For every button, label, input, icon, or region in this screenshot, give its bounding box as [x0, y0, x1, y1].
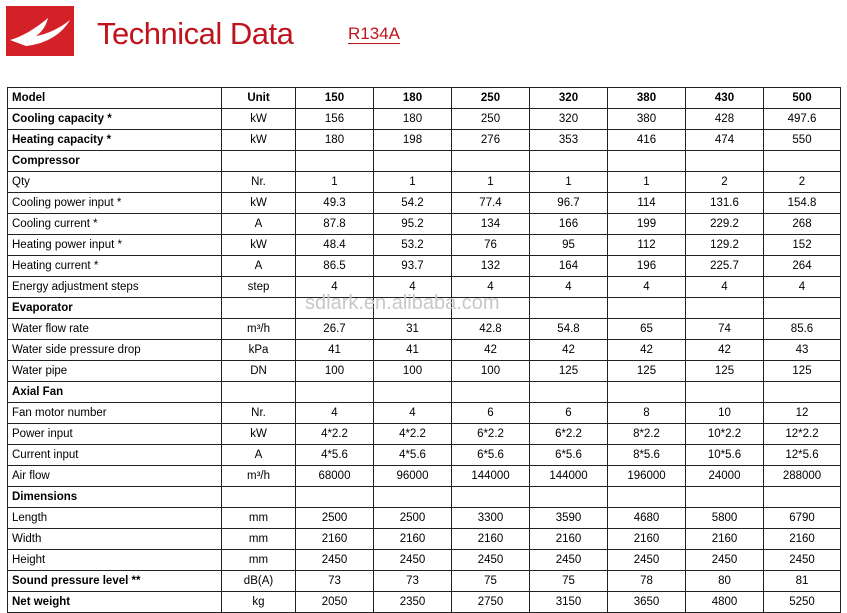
- value-cell: 42: [530, 340, 608, 361]
- value-cell: 48.4: [296, 235, 374, 256]
- value-cell: 2500: [296, 508, 374, 529]
- value-cell: 4*5.6: [296, 445, 374, 466]
- row-unit: DN: [222, 361, 296, 382]
- row-unit: [222, 298, 296, 319]
- value-cell: 81: [764, 571, 841, 592]
- row-unit: kW: [222, 193, 296, 214]
- value-cell: 96000: [374, 466, 452, 487]
- value-cell: 49.3: [296, 193, 374, 214]
- table-row: [8, 424, 841, 445]
- row-unit: kW: [222, 109, 296, 130]
- value-cell: 198: [374, 130, 452, 151]
- value-cell: 53.2: [374, 235, 452, 256]
- value-cell: 132: [452, 256, 530, 277]
- value-cell: 2450: [452, 550, 530, 571]
- column-header-model: Model: [8, 88, 222, 109]
- value-cell: [296, 151, 374, 172]
- value-cell: 74: [686, 319, 764, 340]
- value-cell: 428: [686, 109, 764, 130]
- value-cell: [530, 151, 608, 172]
- row-label: Cooling current *: [8, 214, 222, 235]
- table-row: [8, 130, 841, 151]
- row-label: Cooling capacity *: [8, 109, 222, 130]
- value-cell: 4: [530, 277, 608, 298]
- column-header-430: 430: [686, 88, 764, 109]
- value-cell: 8*5.6: [608, 445, 686, 466]
- value-cell: [530, 487, 608, 508]
- value-cell: 85.6: [764, 319, 841, 340]
- column-header-320: 320: [530, 88, 608, 109]
- value-cell: 6*2.2: [452, 424, 530, 445]
- table-row: [8, 193, 841, 214]
- row-label: Heating current *: [8, 256, 222, 277]
- table-row: [8, 508, 841, 529]
- value-cell: 196: [608, 256, 686, 277]
- value-cell: 2: [686, 172, 764, 193]
- row-label: Cooling power input *: [8, 193, 222, 214]
- row-label: Air flow: [8, 466, 222, 487]
- value-cell: 6: [452, 403, 530, 424]
- value-cell: [686, 382, 764, 403]
- value-cell: 2450: [530, 550, 608, 571]
- row-unit: A: [222, 256, 296, 277]
- table-row: [8, 529, 841, 550]
- value-cell: 76: [452, 235, 530, 256]
- value-cell: 93.7: [374, 256, 452, 277]
- value-cell: 125: [764, 361, 841, 382]
- watermark: sdlark.en.alibaba.com: [305, 292, 500, 314]
- value-cell: 156: [296, 109, 374, 130]
- row-label: Sound pressure level **: [8, 571, 222, 592]
- value-cell: 3300: [452, 508, 530, 529]
- row-label: Length: [8, 508, 222, 529]
- row-unit: kPa: [222, 340, 296, 361]
- value-cell: 125: [686, 361, 764, 382]
- table-row: [8, 277, 841, 298]
- page-title: Technical Data: [97, 16, 294, 51]
- table-row: [8, 550, 841, 571]
- table-row: [8, 235, 841, 256]
- table-row: [8, 256, 841, 277]
- row-unit: m³/h: [222, 466, 296, 487]
- row-label: Energy adjustment steps: [8, 277, 222, 298]
- value-cell: 6*5.6: [530, 445, 608, 466]
- row-label: Axial Fan: [8, 382, 222, 403]
- value-cell: 3150: [530, 592, 608, 613]
- value-cell: 6*2.2: [530, 424, 608, 445]
- table-row: [8, 109, 841, 130]
- value-cell: 10*2.2: [686, 424, 764, 445]
- value-cell: 180: [296, 130, 374, 151]
- row-label: Evaporator: [8, 298, 222, 319]
- value-cell: [452, 151, 530, 172]
- value-cell: 2050: [296, 592, 374, 613]
- row-unit: A: [222, 214, 296, 235]
- value-cell: 10*5.6: [686, 445, 764, 466]
- value-cell: 2450: [374, 550, 452, 571]
- value-cell: 180: [374, 109, 452, 130]
- value-cell: 250: [452, 109, 530, 130]
- value-cell: 73: [374, 571, 452, 592]
- value-cell: 353: [530, 130, 608, 151]
- technical-data-table: [7, 87, 841, 613]
- table-row: [8, 487, 841, 508]
- row-unit: dB(A): [222, 571, 296, 592]
- value-cell: 2160: [686, 529, 764, 550]
- value-cell: 4: [452, 277, 530, 298]
- header: [0, 0, 847, 80]
- value-cell: [764, 151, 841, 172]
- value-cell: 12: [764, 403, 841, 424]
- value-cell: 320: [530, 109, 608, 130]
- table-row: [8, 445, 841, 466]
- value-cell: 196000: [608, 466, 686, 487]
- value-cell: [452, 382, 530, 403]
- row-unit: kW: [222, 235, 296, 256]
- value-cell: 95: [530, 235, 608, 256]
- value-cell: 2160: [374, 529, 452, 550]
- value-cell: [296, 382, 374, 403]
- value-cell: 4: [374, 403, 452, 424]
- value-cell: [452, 487, 530, 508]
- value-cell: 54.8: [530, 319, 608, 340]
- value-cell: 1: [452, 172, 530, 193]
- column-header-250: 250: [452, 88, 530, 109]
- row-label: Fan motor number: [8, 403, 222, 424]
- value-cell: [530, 382, 608, 403]
- row-unit: m³/h: [222, 319, 296, 340]
- value-cell: [530, 298, 608, 319]
- value-cell: 4800: [686, 592, 764, 613]
- value-cell: 1: [608, 172, 686, 193]
- value-cell: [686, 298, 764, 319]
- value-cell: [374, 487, 452, 508]
- table-row: [8, 382, 841, 403]
- row-label: Heating capacity *: [8, 130, 222, 151]
- value-cell: 2750: [452, 592, 530, 613]
- value-cell: 78: [608, 571, 686, 592]
- value-cell: 3650: [608, 592, 686, 613]
- value-cell: [764, 487, 841, 508]
- row-unit: [222, 151, 296, 172]
- value-cell: 95.2: [374, 214, 452, 235]
- value-cell: 4*2.2: [374, 424, 452, 445]
- value-cell: 41: [296, 340, 374, 361]
- value-cell: [764, 382, 841, 403]
- row-label: Net weight: [8, 592, 222, 613]
- value-cell: 125: [608, 361, 686, 382]
- value-cell: 474: [686, 130, 764, 151]
- value-cell: 2160: [452, 529, 530, 550]
- value-cell: 2160: [296, 529, 374, 550]
- value-cell: 77.4: [452, 193, 530, 214]
- value-cell: 41: [374, 340, 452, 361]
- value-cell: 2450: [296, 550, 374, 571]
- value-cell: 42: [608, 340, 686, 361]
- value-cell: 86.5: [296, 256, 374, 277]
- value-cell: 1: [296, 172, 374, 193]
- value-cell: 26.7: [296, 319, 374, 340]
- value-cell: 164: [530, 256, 608, 277]
- row-unit: Nr.: [222, 403, 296, 424]
- value-cell: 4: [374, 277, 452, 298]
- row-unit: kW: [222, 424, 296, 445]
- value-cell: 2450: [764, 550, 841, 571]
- row-label: Dimensions: [8, 487, 222, 508]
- value-cell: 4: [764, 277, 841, 298]
- column-header-unit: Unit: [222, 88, 296, 109]
- table-row: [8, 571, 841, 592]
- value-cell: 96.7: [530, 193, 608, 214]
- value-cell: 54.2: [374, 193, 452, 214]
- value-cell: 6*5.6: [452, 445, 530, 466]
- value-cell: 6: [530, 403, 608, 424]
- row-unit: [222, 382, 296, 403]
- value-cell: 24000: [686, 466, 764, 487]
- row-label: Height: [8, 550, 222, 571]
- value-cell: [374, 298, 452, 319]
- value-cell: 264: [764, 256, 841, 277]
- column-header-500: 500: [764, 88, 841, 109]
- value-cell: [452, 298, 530, 319]
- value-cell: 100: [452, 361, 530, 382]
- value-cell: 100: [296, 361, 374, 382]
- value-cell: 288000: [764, 466, 841, 487]
- value-cell: 2160: [608, 529, 686, 550]
- value-cell: 144000: [530, 466, 608, 487]
- value-cell: 4: [296, 403, 374, 424]
- value-cell: 42: [686, 340, 764, 361]
- value-cell: 8: [608, 403, 686, 424]
- value-cell: 152: [764, 235, 841, 256]
- table-row: [8, 340, 841, 361]
- row-label: Current input: [8, 445, 222, 466]
- row-label: Water flow rate: [8, 319, 222, 340]
- row-label: Width: [8, 529, 222, 550]
- row-unit: A: [222, 445, 296, 466]
- refrigerant-label: R134A: [348, 24, 400, 43]
- value-cell: 125: [530, 361, 608, 382]
- column-header-380: 380: [608, 88, 686, 109]
- value-cell: 2450: [608, 550, 686, 571]
- value-cell: 114: [608, 193, 686, 214]
- table-row: [8, 298, 841, 319]
- value-cell: 75: [452, 571, 530, 592]
- brand-logo-icon: [6, 6, 74, 56]
- value-cell: 550: [764, 130, 841, 151]
- value-cell: [686, 151, 764, 172]
- value-cell: 154.8: [764, 193, 841, 214]
- value-cell: 268: [764, 214, 841, 235]
- row-unit: Nr.: [222, 172, 296, 193]
- header-row: [8, 88, 841, 109]
- row-unit: mm: [222, 550, 296, 571]
- value-cell: 144000: [452, 466, 530, 487]
- value-cell: 42.8: [452, 319, 530, 340]
- value-cell: [374, 151, 452, 172]
- table-row: [8, 172, 841, 193]
- value-cell: 2500: [374, 508, 452, 529]
- row-label: Power input: [8, 424, 222, 445]
- value-cell: [296, 298, 374, 319]
- row-unit: mm: [222, 529, 296, 550]
- value-cell: 134: [452, 214, 530, 235]
- value-cell: 4: [608, 277, 686, 298]
- table-row: [8, 466, 841, 487]
- value-cell: [374, 382, 452, 403]
- value-cell: 65: [608, 319, 686, 340]
- value-cell: 68000: [296, 466, 374, 487]
- value-cell: 87.8: [296, 214, 374, 235]
- value-cell: 4680: [608, 508, 686, 529]
- table-row: [8, 592, 841, 613]
- row-label: Water side pressure drop: [8, 340, 222, 361]
- value-cell: 5800: [686, 508, 764, 529]
- table-row: [8, 214, 841, 235]
- value-cell: 5250: [764, 592, 841, 613]
- value-cell: 10: [686, 403, 764, 424]
- row-label: Qty: [8, 172, 222, 193]
- value-cell: [686, 487, 764, 508]
- table-body: [8, 109, 841, 613]
- value-cell: 1: [374, 172, 452, 193]
- value-cell: 199: [608, 214, 686, 235]
- value-cell: 276: [452, 130, 530, 151]
- row-unit: kW: [222, 130, 296, 151]
- value-cell: 8*2.2: [608, 424, 686, 445]
- value-cell: 31: [374, 319, 452, 340]
- value-cell: 4: [296, 277, 374, 298]
- value-cell: 2350: [374, 592, 452, 613]
- table-row: [8, 403, 841, 424]
- value-cell: 166: [530, 214, 608, 235]
- value-cell: 1: [530, 172, 608, 193]
- value-cell: [608, 298, 686, 319]
- value-cell: 112: [608, 235, 686, 256]
- column-header-150: 150: [296, 88, 374, 109]
- value-cell: 416: [608, 130, 686, 151]
- table-row: [8, 151, 841, 172]
- value-cell: 225.7: [686, 256, 764, 277]
- value-cell: [296, 487, 374, 508]
- value-cell: 2160: [530, 529, 608, 550]
- value-cell: 497.6: [764, 109, 841, 130]
- value-cell: 100: [374, 361, 452, 382]
- value-cell: [608, 382, 686, 403]
- value-cell: 75: [530, 571, 608, 592]
- value-cell: 4*5.6: [374, 445, 452, 466]
- value-cell: 3590: [530, 508, 608, 529]
- value-cell: [608, 151, 686, 172]
- value-cell: 6790: [764, 508, 841, 529]
- table-row: [8, 361, 841, 382]
- table-row: [8, 319, 841, 340]
- value-cell: 43: [764, 340, 841, 361]
- column-header-180: 180: [374, 88, 452, 109]
- value-cell: 2450: [686, 550, 764, 571]
- value-cell: 131.6: [686, 193, 764, 214]
- row-label: Heating power input *: [8, 235, 222, 256]
- value-cell: 4: [686, 277, 764, 298]
- value-cell: 42: [452, 340, 530, 361]
- row-unit: [222, 487, 296, 508]
- value-cell: 80: [686, 571, 764, 592]
- value-cell: 2: [764, 172, 841, 193]
- row-unit: kg: [222, 592, 296, 613]
- value-cell: 380: [608, 109, 686, 130]
- value-cell: 12*2.2: [764, 424, 841, 445]
- value-cell: 129.2: [686, 235, 764, 256]
- value-cell: 2160: [764, 529, 841, 550]
- row-label: Compressor: [8, 151, 222, 172]
- value-cell: [764, 298, 841, 319]
- value-cell: 12*5.6: [764, 445, 841, 466]
- value-cell: [608, 487, 686, 508]
- row-unit: mm: [222, 508, 296, 529]
- row-unit: step: [222, 277, 296, 298]
- value-cell: 73: [296, 571, 374, 592]
- value-cell: 4*2.2: [296, 424, 374, 445]
- row-label: Water pipe: [8, 361, 222, 382]
- value-cell: 229.2: [686, 214, 764, 235]
